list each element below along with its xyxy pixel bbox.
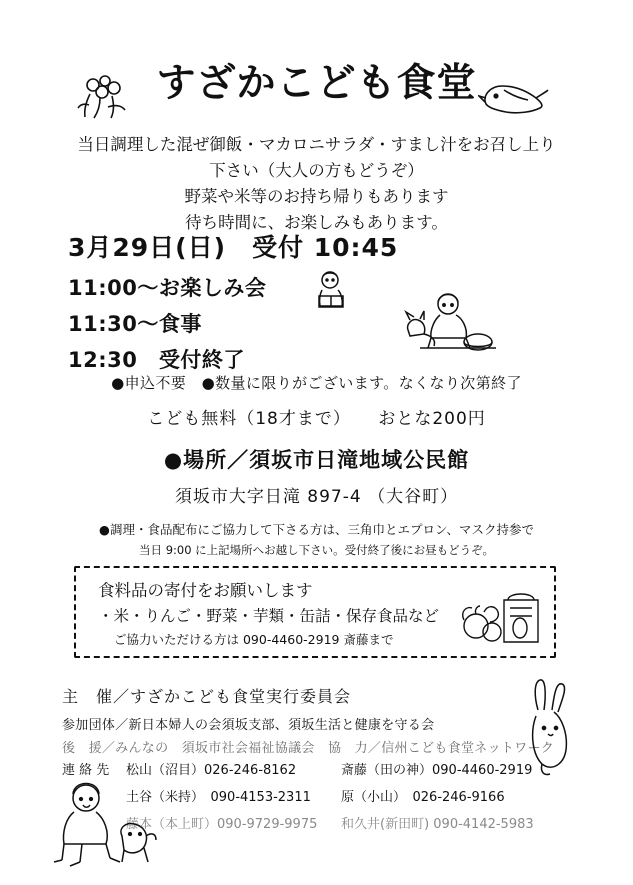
contact-right-1: 斎藤（田の神）090-4460-2919 [341, 763, 533, 778]
organizer-main: 主 催／すざかこども食堂実行委員会 [62, 687, 352, 706]
intro-line-2: 下さい（大人の方もどうぞ） [209, 161, 424, 180]
venue-address: 須坂市大字日滝 897-4 （大谷町） [174, 487, 459, 507]
contacts-block [62, 759, 592, 840]
event-date: 3月29日(日) 受付 10:45 [68, 233, 399, 262]
donation-box [74, 566, 556, 658]
donation-contact: ご協力いただける方は 090-4460-2919 斎藤まで [114, 632, 394, 647]
volunteer-note-line-2: 当日 9:00 に上記場所へお越し下さい。受付終了後にお昼もどうぞ。 [139, 543, 494, 557]
volunteer-note [0, 519, 633, 561]
fee-line: こども無料（18才まで） おとな200円 [147, 409, 486, 429]
title-text: すざかこども食堂 [156, 61, 477, 106]
volunteer-note-line-1: ●調理・食品配布にご協力して下さる方は、三角巾とエプロン、マスク持参で [99, 522, 534, 537]
contact-row [126, 786, 592, 805]
venue-line: ●場所／須坂市日滝地域公民館 [163, 448, 470, 472]
contact-right-3: 和久井(新田町) 090-4142-5983 [341, 817, 534, 832]
schedule-block [68, 228, 568, 380]
donation-items: ・米・りんご・野菜・芋類・缶詰・保存食品など [98, 607, 440, 625]
contacts-label: 連 絡 先 [62, 763, 110, 778]
intro-block [0, 132, 633, 236]
schedule-line-2: 11:30〜食事 [68, 312, 202, 336]
contact-row [126, 813, 592, 832]
intro-line-4: 待ち時間に、お楽しみもあります。 [185, 213, 448, 232]
organizer-support: 後 援／みんなの 須坂市社会福祉協議会 協 力／信州こども食堂ネットワーク [62, 741, 555, 756]
contact-left-1: 松山（沼目）026-246-8162 [126, 763, 297, 778]
contact-row [62, 759, 592, 778]
intro-line-1: 当日調理した混ぜ御飯・マカロニサラダ・すまし汁をお召し上り [77, 135, 556, 154]
contact-left-2: 土谷（米持） 090-4153-2311 [126, 790, 311, 805]
contact-right-2: 原（小山） 026-246-9166 [341, 790, 505, 805]
donation-heading: 食料品の寄付をお願いします [98, 581, 313, 600]
schedule-line-1: 11:00〜お楽しみ会 [68, 276, 267, 300]
organizer-participants: 参加団体／新日本婦人の会須坂支部、須坂生活と健康を守る会 [62, 718, 435, 733]
application-notes: ●申込不要 ●数量に限りがございます。なくなり次第終了 [111, 374, 522, 392]
contact-left-3: 藤本（本上町）090-9729-9975 [126, 817, 318, 832]
organizers-block [62, 684, 582, 760]
page-title [0, 52, 633, 108]
intro-line-3: 野菜や米等のお持ち帰りもあります [184, 187, 449, 206]
schedule-line-3: 12:30 受付終了 [68, 348, 245, 372]
